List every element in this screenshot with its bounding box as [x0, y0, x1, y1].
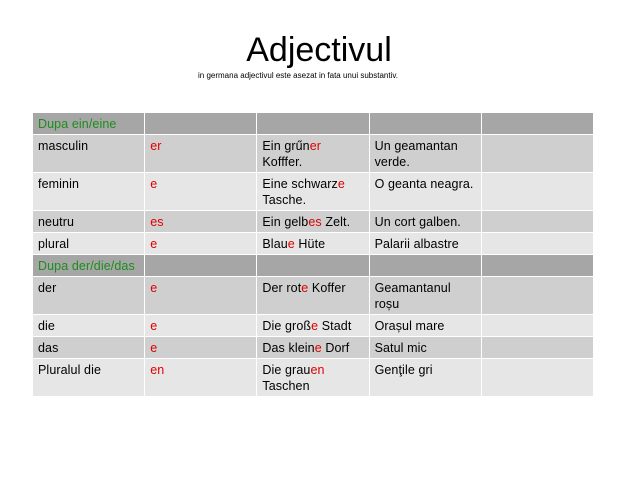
ending-cell: e — [145, 315, 257, 337]
example-cell — [257, 135, 369, 173]
table-row — [33, 359, 594, 397]
example-noun: Dorf — [321, 341, 350, 355]
example-stem: Ein grűn — [262, 139, 310, 153]
example-ending: es — [308, 215, 322, 229]
example-cell — [257, 337, 369, 359]
example-cell — [257, 211, 369, 233]
table-row — [33, 173, 594, 211]
empty-cell — [481, 359, 593, 397]
empty-cell — [145, 113, 257, 135]
empty-cell — [145, 255, 257, 277]
section-label-cell — [33, 255, 145, 277]
example-stem: Eine schwarz — [262, 177, 338, 191]
example-stem: Das klein — [262, 341, 315, 355]
example-noun: Tasche. — [262, 193, 307, 207]
translation-cell: Satul mic — [369, 337, 481, 359]
example-cell — [257, 277, 369, 315]
ending-cell: en — [145, 359, 257, 397]
example-ending: e — [301, 281, 309, 295]
table-row — [33, 315, 594, 337]
example-ending: en — [310, 363, 325, 377]
table-row — [33, 135, 594, 173]
example-noun: Stadt — [318, 319, 352, 333]
adjective-endings-table — [32, 112, 594, 397]
section-label: Dupa ein/eine — [38, 117, 117, 131]
example-ending: e — [287, 237, 295, 251]
empty-cell — [369, 113, 481, 135]
example-cell — [257, 315, 369, 337]
empty-cell — [481, 211, 593, 233]
example-stem: Blau — [262, 237, 288, 251]
table-body — [33, 113, 594, 397]
example-stem: Der rot — [262, 281, 302, 295]
ending-cell: e — [145, 337, 257, 359]
translation-cell: Orașul mare — [369, 315, 481, 337]
case-cell: Pluralul die — [33, 359, 145, 397]
example-ending: e — [314, 341, 322, 355]
table-row — [33, 337, 594, 359]
slide-subtitle: in germana adjectivul este asezat in fata unui substantiv. — [198, 71, 398, 80]
empty-cell — [257, 255, 369, 277]
example-noun: Zelt. — [321, 215, 351, 229]
example-noun: Taschen — [262, 379, 310, 393]
case-cell: feminin — [33, 173, 145, 211]
section-header-row — [33, 255, 594, 277]
case-cell: neutru — [33, 211, 145, 233]
translation-cell: O geanta neagra. — [369, 173, 481, 211]
example-noun: Koffer — [308, 281, 346, 295]
empty-cell — [481, 173, 593, 211]
table-row — [33, 233, 594, 255]
empty-cell — [481, 233, 593, 255]
translation-cell: Palarii albastre — [369, 233, 481, 255]
example-cell — [257, 173, 369, 211]
section-label: Dupa der/die/das — [38, 259, 135, 273]
empty-cell — [481, 255, 593, 277]
example-ending: e — [337, 177, 345, 191]
case-cell: plural — [33, 233, 145, 255]
table-row — [33, 211, 594, 233]
example-cell — [257, 233, 369, 255]
case-cell: der — [33, 277, 145, 315]
section-label-cell — [33, 113, 145, 135]
empty-cell — [481, 135, 593, 173]
empty-cell — [481, 277, 593, 315]
example-noun: Hüte — [294, 237, 326, 251]
ending-cell: e — [145, 233, 257, 255]
empty-cell — [481, 337, 593, 359]
translation-cell: Genţile gri — [369, 359, 481, 397]
example-stem: Die grau — [262, 363, 311, 377]
example-stem: Die groß — [262, 319, 312, 333]
example-ending: er — [309, 139, 322, 153]
empty-cell — [481, 315, 593, 337]
example-stem: Ein gelb — [262, 215, 309, 229]
translation-cell: Un cort galben. — [369, 211, 481, 233]
ending-cell: e — [145, 277, 257, 315]
empty-cell — [257, 113, 369, 135]
slide-title: Adjectivul — [246, 31, 392, 69]
case-cell: masculin — [33, 135, 145, 173]
translation-cell: Un geamantan verde. — [369, 135, 481, 173]
ending-cell: es — [145, 211, 257, 233]
example-noun: Kofffer. — [262, 155, 303, 169]
empty-cell — [369, 255, 481, 277]
empty-cell — [481, 113, 593, 135]
example-ending: e — [311, 319, 319, 333]
ending-cell: er — [145, 135, 257, 173]
table-row — [33, 277, 594, 315]
section-header-row — [33, 113, 594, 135]
translation-cell: Geamantanul roșu — [369, 277, 481, 315]
case-cell: die — [33, 315, 145, 337]
case-cell: das — [33, 337, 145, 359]
example-cell — [257, 359, 369, 397]
ending-cell: e — [145, 173, 257, 211]
